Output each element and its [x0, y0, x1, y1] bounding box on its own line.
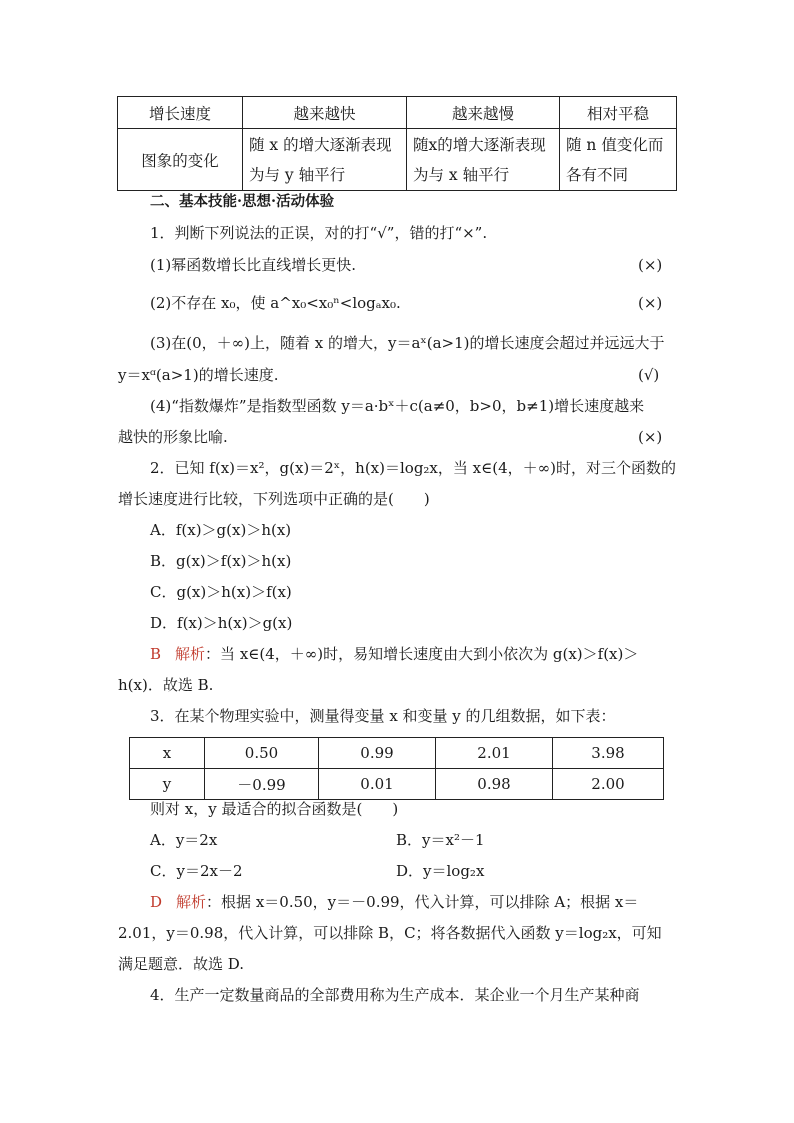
- q3-question: 则对 x，y 最适合的拟合函数是( ): [150, 800, 399, 818]
- table-cell-line: 为与 y 轴平行: [249, 165, 346, 184]
- q3-answer: D: [150, 893, 163, 911]
- table-cell-line: 随x的增大逐渐表现: [413, 135, 546, 154]
- table-cell: 0.50: [205, 738, 319, 769]
- table-cell-line: 为与 x 轴平行: [413, 165, 510, 184]
- table-cell: 2.00: [553, 769, 664, 800]
- table-cell: 2.01: [436, 738, 553, 769]
- q2-analysis-line2: h(x)．故选 B.: [118, 676, 214, 694]
- q1-item4-line2: 越快的形象比喻.: [118, 428, 228, 446]
- q3-option-c: C．y＝2x－2: [150, 862, 243, 880]
- q4-stem-line1: 4．生产一定数量商品的全部费用称为生产成本．某企业一个月生产某种商: [150, 986, 640, 1004]
- table-header-cell: 增长速度: [118, 97, 243, 129]
- q2-answer: B: [150, 645, 162, 663]
- q2-analysis-line1: ：当 x∈(4，＋∞)时，易知增长速度由大到小依次为 g(x)＞f(x)＞: [205, 645, 639, 663]
- q1-item1-mark: (×): [638, 256, 663, 274]
- q1-item1: (1)幂函数增长比直线增长更快.: [150, 256, 357, 274]
- table-cell: [407, 129, 560, 191]
- q2-option-d: D．f(x)＞h(x)＞g(x): [150, 614, 293, 632]
- table-header-cell: 越来越快: [243, 97, 407, 129]
- section-title: 二、基本技能·思想·活动体验: [150, 193, 335, 210]
- q3-option-b: B．y＝x²－1: [396, 831, 485, 849]
- table-cell-line: 随 x 的增大逐渐表现: [249, 135, 392, 154]
- table-row-label: x: [130, 738, 205, 769]
- q3-analysis-line1: ：根据 x＝0.50，y＝－0.99，代入计算，可以排除 A；根据 x＝: [206, 893, 639, 911]
- q2-stem-line1: 2．已知 f(x)＝x²，g(x)＝2ˣ，h(x)＝log₂x，当 x∈(4，＋∞)时，对三个函数的: [150, 459, 676, 477]
- q1-item2-mark: (×): [638, 294, 663, 312]
- q1-item3-line2: y＝xᵅ(a>1)的增长速度.: [118, 366, 279, 384]
- table-cell: －0.99: [205, 769, 319, 800]
- q1-item2: (2)不存在 x₀，使 a^x₀<x₀ⁿ<logₐx₀.: [150, 294, 401, 312]
- table-cell: 0.01: [319, 769, 436, 800]
- table-row-label: 图象的变化: [118, 129, 243, 191]
- table-row-label: y: [130, 769, 205, 800]
- growth-comparison-table: [117, 96, 677, 191]
- q3-analysis-label: 解析: [176, 893, 207, 911]
- q2-option-c: C．g(x)＞h(x)＞f(x): [150, 583, 292, 601]
- table-cell-line: 各有不同: [566, 165, 629, 184]
- table-cell-line: 随 n 值变化而: [566, 135, 664, 154]
- q3-option-a: A．y＝2x: [150, 831, 218, 849]
- experiment-data-table: [129, 737, 664, 800]
- q2-analysis: [150, 647, 638, 662]
- q1-item3-mark: (√): [638, 366, 660, 384]
- q1-item4-line1: (4)“指数爆炸”是指数型函数 y＝a·bˣ＋c(a≠0，b>0，b≠1)增长速度越来: [150, 397, 645, 415]
- q2-option-a: A．f(x)＞g(x)＞h(x): [150, 521, 292, 539]
- table-row: [118, 129, 677, 191]
- q2-analysis-label: 解析: [175, 645, 206, 663]
- q3-option-d: D．y＝log₂x: [396, 862, 485, 880]
- q3-analysis: [150, 895, 638, 910]
- q1-item4-mark: (×): [638, 428, 663, 446]
- q1-stem: 1．判断下列说法的正误，对的打“√”，错的打“×”.: [150, 224, 488, 242]
- q3-analysis-line3: 满足题意．故选 D.: [118, 955, 245, 973]
- table-cell: [560, 129, 677, 191]
- table-header-row: [118, 97, 677, 129]
- table-cell: [243, 129, 407, 191]
- q2-stem-line2: 增长速度进行比较，下列选项中正确的是( ): [118, 490, 430, 508]
- q1-item3-line1: (3)在(0，＋∞)上，随着 x 的增大，y＝aˣ(a>1)的增长速度会超过并远远大于: [150, 334, 665, 352]
- q3-stem: 3．在某个物理实验中，测量得变量 x 和变量 y 的几组数据，如下表：: [150, 707, 616, 725]
- q3-analysis-line2: 2.01，y＝0.98，代入计算，可以排除 B，C；将各数据代入函数 y＝log₂x，可知: [118, 924, 662, 942]
- table-cell: 0.98: [436, 769, 553, 800]
- table-header-cell: 越来越慢: [407, 97, 560, 129]
- table-row: [130, 738, 664, 769]
- table-cell: 0.99: [319, 738, 436, 769]
- q2-option-b: B．g(x)＞f(x)＞h(x): [150, 552, 292, 570]
- table-cell: 3.98: [553, 738, 664, 769]
- table-header-cell: 相对平稳: [560, 97, 677, 129]
- table-row: [130, 769, 664, 800]
